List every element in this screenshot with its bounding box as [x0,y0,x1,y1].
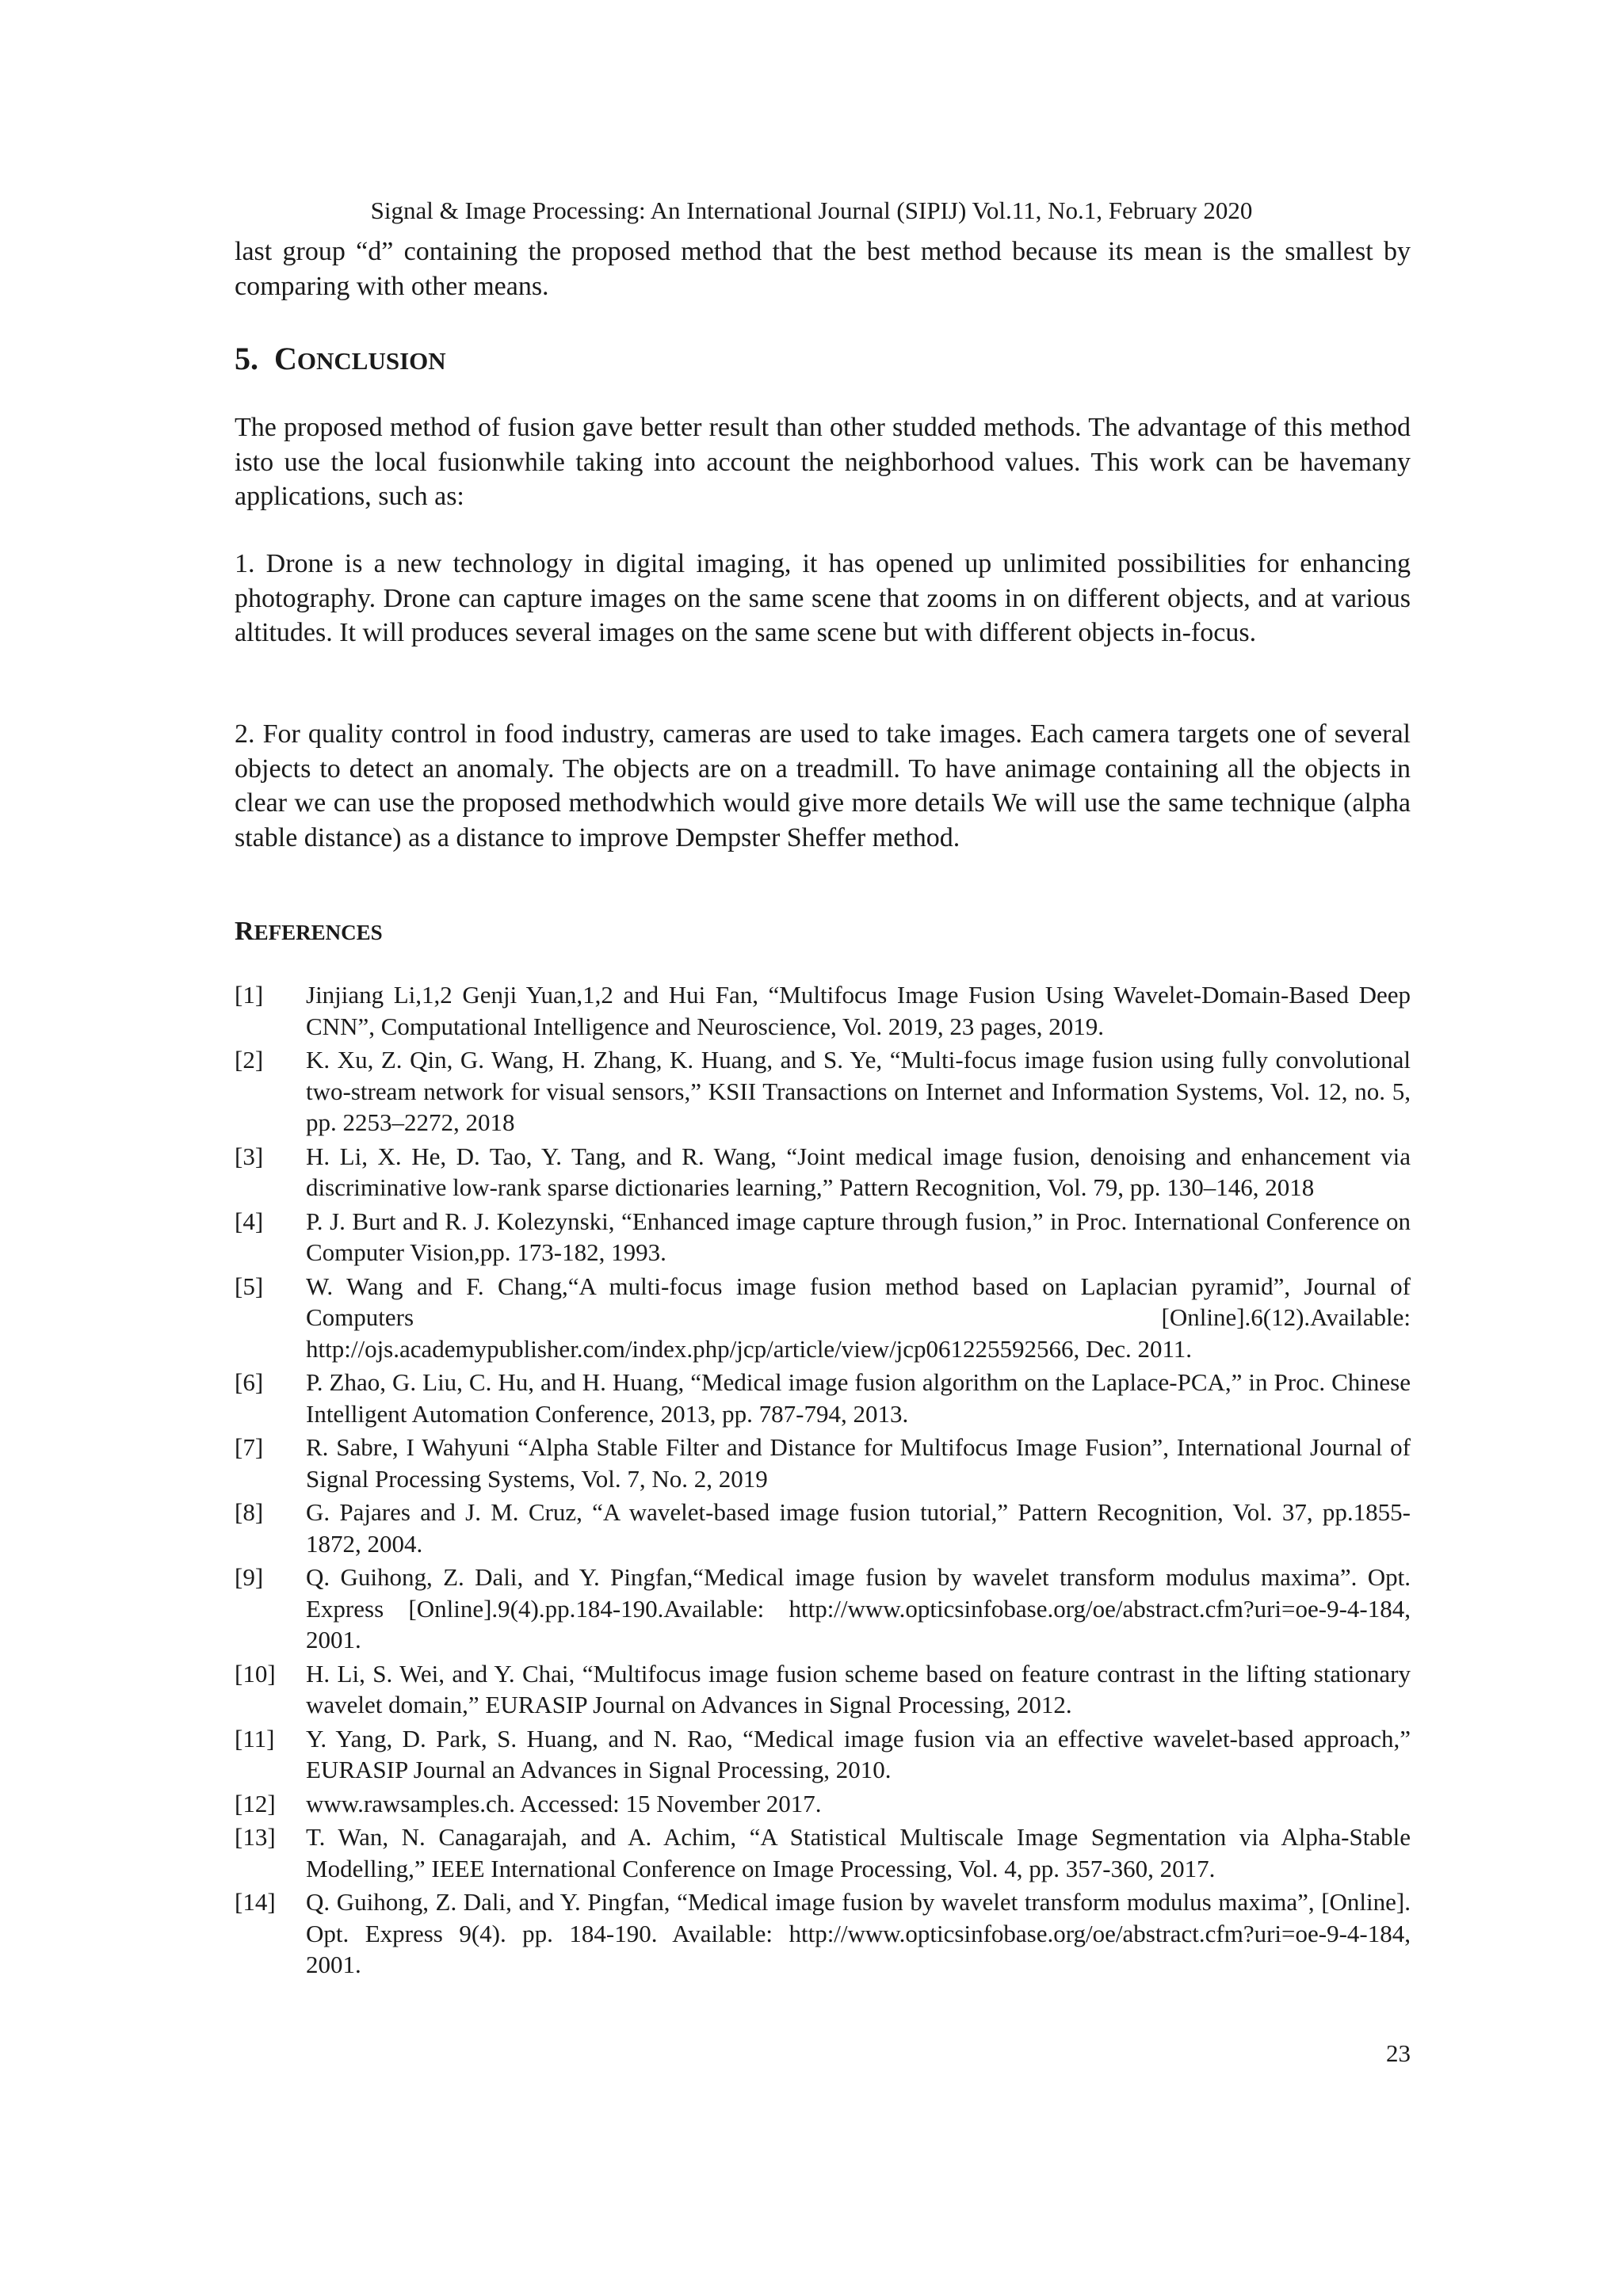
reference-text: R. Sabre, I Wahyuni “Alpha Stable Filter and Distance for Multifocus Image Fusion”, International Journal of Signal Processing Systems, Vol. 7, No. 2, 2019 [306,1433,1411,1493]
reference-number: [9] [235,1563,264,1591]
reference-number: [11] [235,1724,275,1753]
references-heading [235,916,383,948]
section-title-rest: ONCLUSION [296,347,446,375]
reference-text: www.rawsamples.ch. Accessed: 15 November 2017. [306,1789,822,1817]
conclusion-paragraph-3: 2. For quality control in food industry, cameras are used to take images. Each camera targets one of several objects to detect an anomaly. The objects are on a treadmill. To have animage containing all the objects in clear we can use the proposed methodwhich would give more details We will use the same technique (alpha stable distance) as a distance to improve Dempster Sheffer method. [235,719,1411,852]
reference-item [235,979,1411,1042]
reference-item [235,1723,1411,1786]
reference-number: [7] [235,1433,264,1461]
reference-item [235,1788,1411,1820]
reference-number: [10] [235,1659,276,1688]
reference-item [235,1367,1411,1429]
reference-number: [1] [235,981,264,1009]
reference-number: [5] [235,1272,264,1300]
reference-item [235,1432,1411,1494]
reference-number: [4] [235,1207,264,1235]
reference-item [235,1271,1411,1365]
reference-text: Q. Guihong, Z. Dali, and Y. Pingfan, “Medical image fusion by wavelet transform modulus maxima”, [Online]. Opt. Express 9(4). pp. 184-190. Available: http://www.opticsinfobase.org/oe/abstract.cfm?uri=oe-9-4-184, 2001. [306,1888,1411,1978]
intro-paragraph: last group “d” containing the proposed method that the best method because its mean is the smallest by comparing with other means. [235,237,1411,301]
reference-text: Y. Yang, D. Park, S. Huang, and N. Rao, “Medical image fusion via an effective wavelet-based approach,” EURASIP Journal an Advances in Signal Processing, 2010. [306,1724,1411,1783]
reference-item [235,1821,1411,1884]
section-title-initial: C [274,341,297,376]
section-heading [235,339,446,381]
conclusion-paragraph-2: 1. Drone is a new technology in digital imaging, it has opened up unlimited possibilities for enhancing photography. Drone can capture images on the same scene that zooms in on different objects, and at various altitudes. It will produces several images on the same scene but with different objects in-focus. [235,549,1411,647]
reference-item [235,1497,1411,1559]
conclusion-paragraph-1: The proposed method of fusion gave better result than other studded methods. The advantage of this method isto use the local fusionwhile taking into account the neighborhood values. This work can be havemany applications, such as: [235,413,1411,511]
reference-number: [8] [235,1498,264,1526]
reference-text: G. Pajares and J. M. Cruz, “A wavelet-based image fusion tutorial,” Pattern Recognition, Vol. 37, pp.1855-1872, 2004. [306,1498,1411,1558]
reference-text: H. Li, X. He, D. Tao, Y. Tang, and R. Wang, “Joint medical image fusion, denoising and enhancement via discriminative low-rank sparse dictionaries learning,” Pattern Recognition, Vol. 79, pp. 130–146, 2018 [306,1142,1411,1201]
reference-text: P. Zhao, G. Liu, C. Hu, and H. Huang, “Medical image fusion algorithm on the Laplace-PCA,” in Proc. Chinese Intelligent Automation Conference, 2013, pp. 787-794, 2013. [306,1368,1411,1428]
references-heading-initial: R [235,917,254,946]
section-number: 5. [235,341,258,376]
reference-item [235,1562,1411,1656]
reference-text: K. Xu, Z. Qin, G. Wang, H. Zhang, K. Huang, and S. Ye, “Multi-focus image fusion using fully convolutional two-stream network for visual sensors,” KSII Transactions on Internet and Information Systems, Vol. 12, no. 5, pp. 2253–2272, 2018 [306,1046,1411,1136]
reference-list [235,979,1411,1983]
reference-number: [2] [235,1046,264,1074]
reference-number: [13] [235,1823,276,1851]
reference-item [235,1044,1411,1138]
reference-text: T. Wan, N. Canagarajah, and A. Achim, “A Statistical Multiscale Image Segmentation via Alpha-Stable Modelling,” IEEE International Conference on Image Processing, Vol. 4, pp. 357-360, 2017. [306,1823,1411,1882]
reference-number: [14] [235,1888,276,1916]
reference-text: Q. Guihong, Z. Dali, and Y. Pingfan,“Medical image fusion by wavelet transform modulus maxima”. Opt. Express [Online].9(4).pp.184-190.Available: http://www.opticsinfobase.org/oe/abstract.cfm?uri=oe-9-4-184, 2001. [306,1563,1411,1653]
reference-number: [12] [235,1789,276,1817]
reference-item [235,1886,1411,1981]
reference-number: [3] [235,1142,264,1170]
reference-item [235,1206,1411,1268]
page-number: 23 [1386,2039,1411,2067]
references-heading-rest: EFERENCES [254,921,383,944]
reference-text: W. Wang and F. Chang,“A multi-focus image fusion method based on Laplacian pyramid”, Journal of Computers [Online].6(12).Available: http://ojs.academypublisher.com/index.php/jcp/article/view/jcp061225592566, Dec. 2011. [306,1272,1411,1363]
reference-item [235,1141,1411,1203]
reference-item [235,1658,1411,1721]
reference-text: P. J. Burt and R. J. Kolezynski, “Enhanced image capture through fusion,” in Proc. International Conference on Computer Vision,pp. 173-182, 1993. [306,1207,1411,1266]
running-header: Signal & Image Processing: An International Journal (SIPIJ) Vol.11, No.1, February 2020 [370,196,1253,224]
reference-text: Jinjiang Li,1,2 Genji Yuan,1,2 and Hui Fan, “Multifocus Image Fusion Using Wavelet-Domain-Based Deep CNN”, Computational Intelligence and Neuroscience, Vol. 2019, 23 pages, 2019. [306,981,1411,1040]
reference-text: H. Li, S. Wei, and Y. Chai, “Multifocus image fusion scheme based on feature contrast in the lifting stationary wavelet domain,” EURASIP Journal on Advances in Signal Processing, 2012. [306,1659,1411,1718]
reference-number: [6] [235,1368,264,1396]
